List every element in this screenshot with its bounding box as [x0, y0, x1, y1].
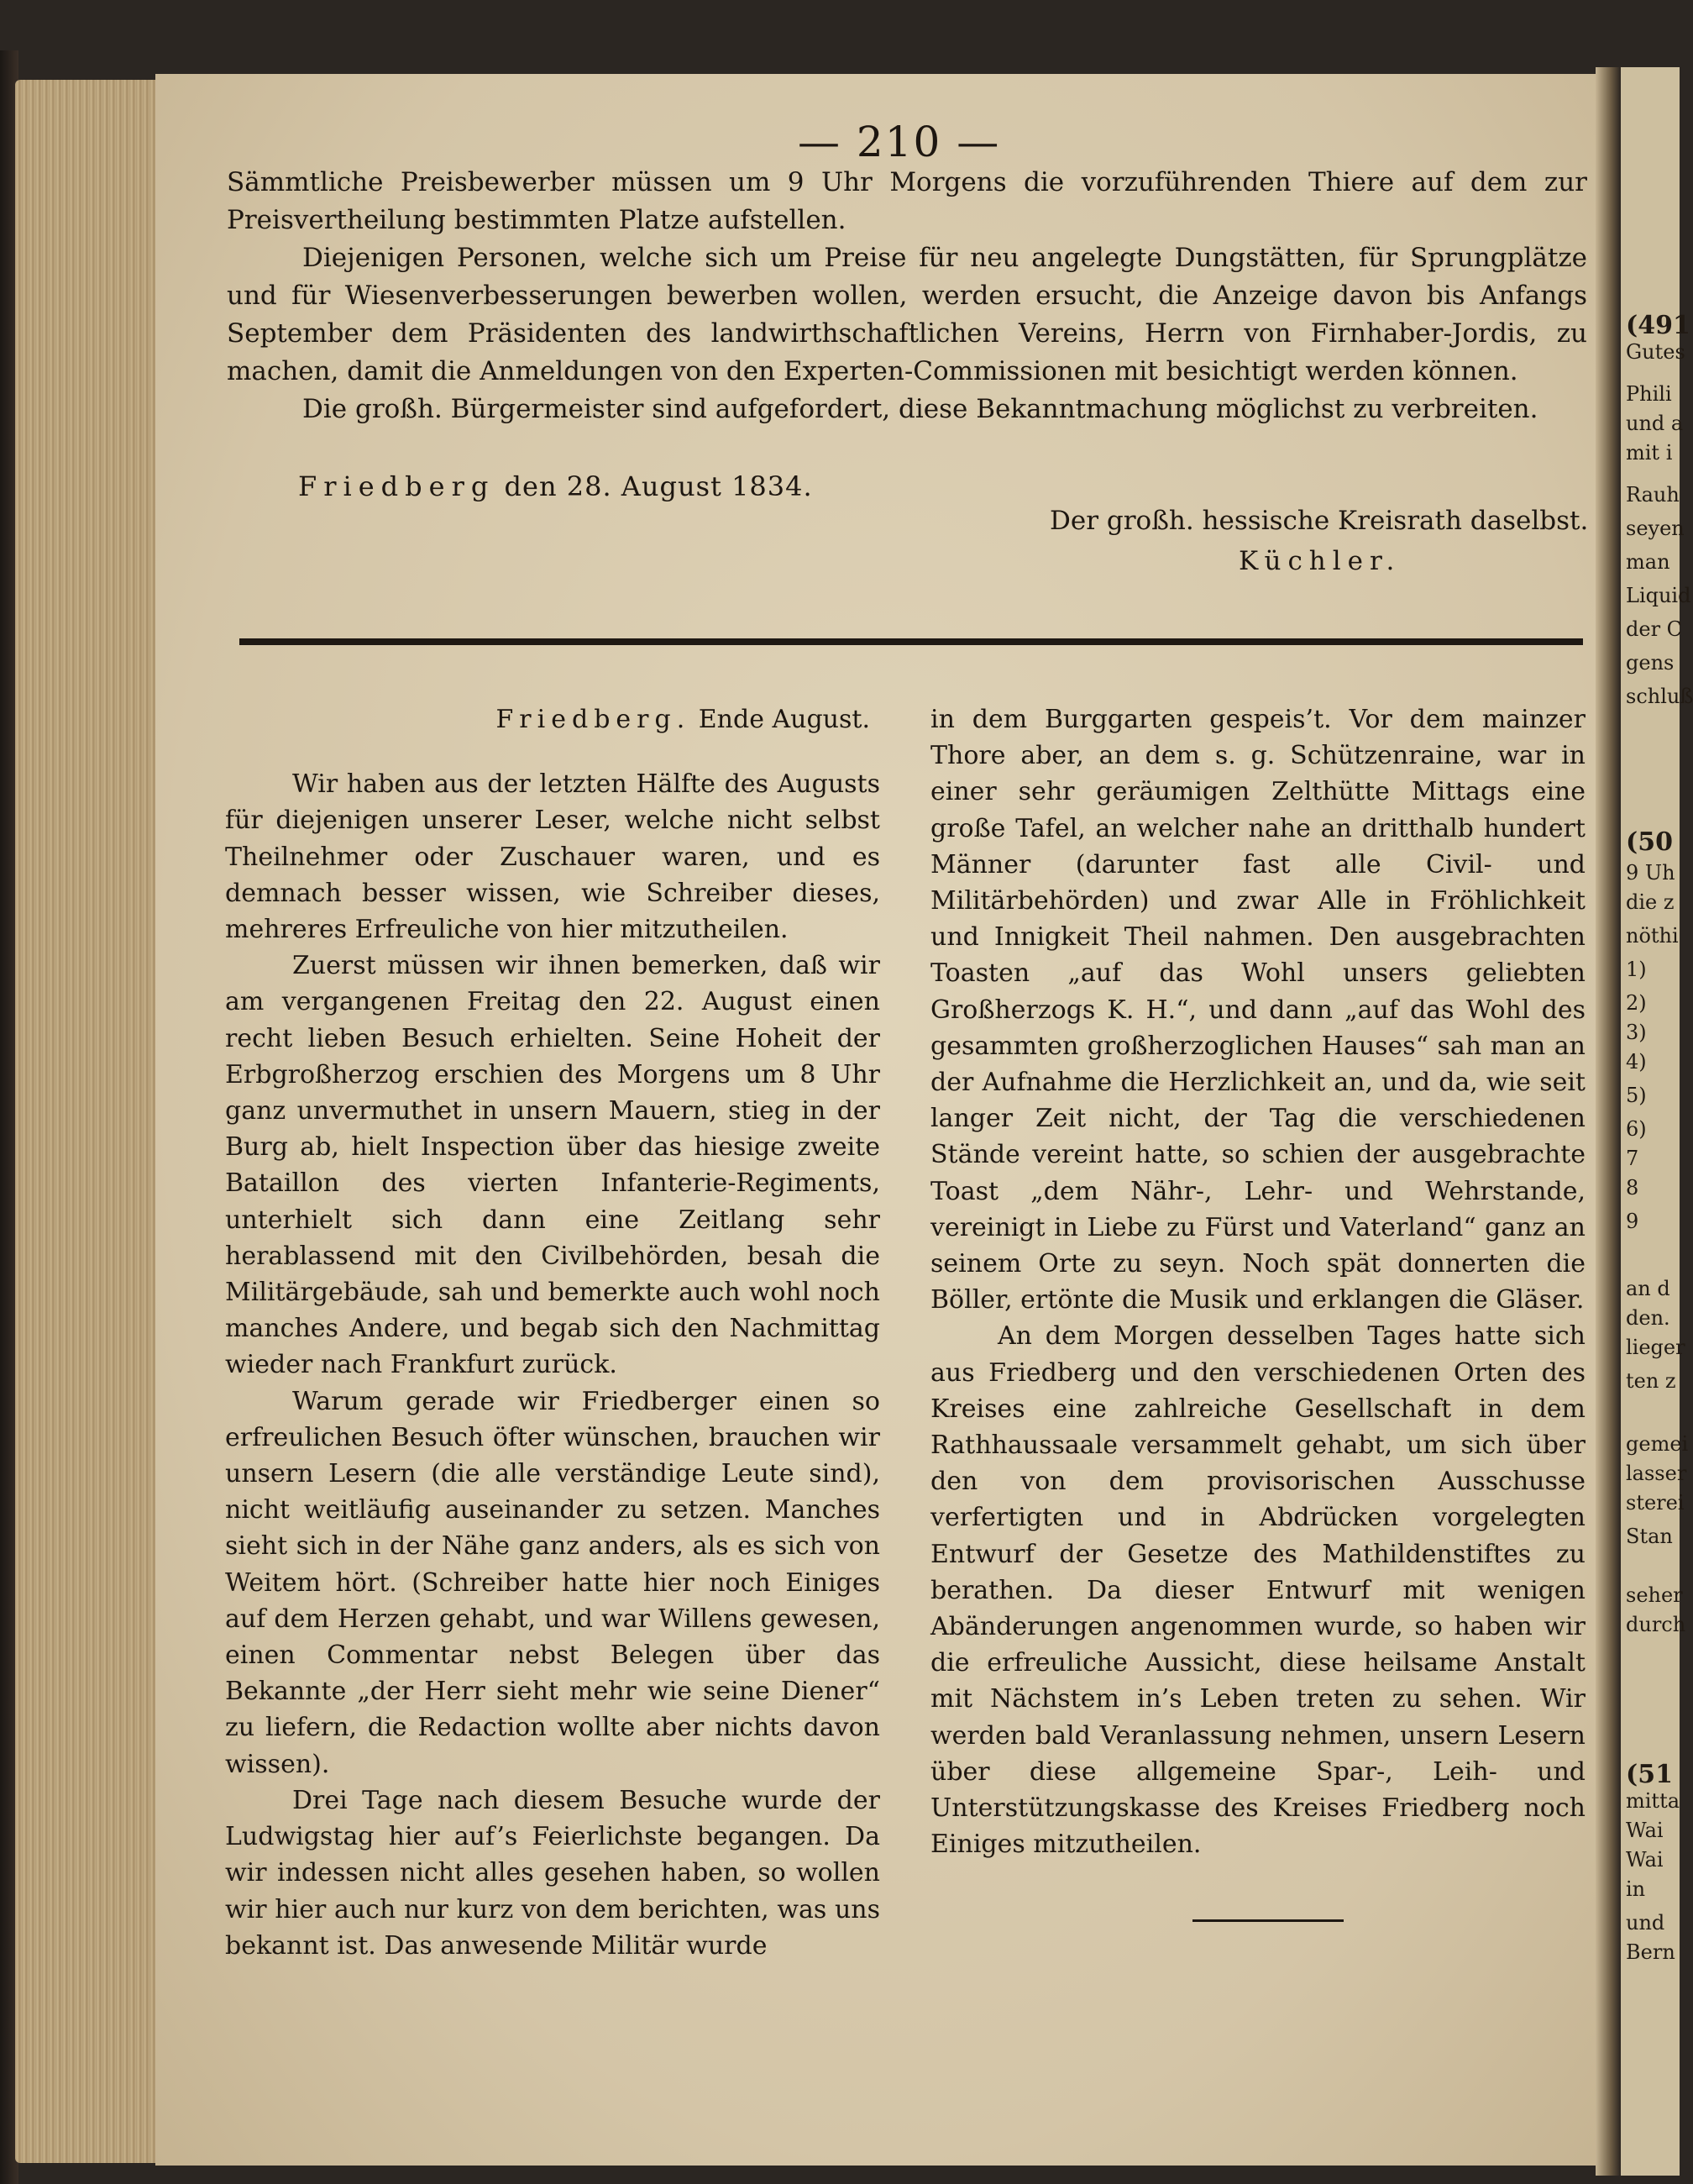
article-paragraph: Warum gerade wir Friedberger einen so erfreulichen Besuch öfter wünschen, brauchen wir unsern Lesern (die alle verständige Leute sind), nicht weitläufig auseinander zu setzen. Manches sieht sich in der Nähe ganz anders, als es sich von Weitem hört. (Schreiber hatte hier noch Einiges auf dem Herzen gehabt, und war Willens gewesen, einen Commentar nebst Belegen über das Bekannte „der Herr sieht mehr wie seine Diener“ zu liefern, die Redaction wollte aber nichts davon wissen). [225, 1386, 880, 1779]
page-gutter [1596, 67, 1621, 2176]
announcement-paragraph: Diejenigen Personen, welche sich um Preise für neu angelegte Dungstätten, für Sprungplätze und für Wiesenverbesserungen bewerben wollen, werden ersucht, die Anzeige davon bis Anfangs September dem Präsidenten des landwirthschaftlichen Vereins, Herrn von Firnhaber-Jordis, zu machen, damit die Anmeldungen von den Experten-Commissionen mit besichtigt werden können. [227, 243, 1587, 386]
facing-page-edge [1621, 67, 1693, 2176]
facing-page-fragment: 3) [1626, 1021, 1647, 1044]
announcement-paragraph: Die großh. Bürgermeister sind aufgefordert, diese Bekanntmachung möglichst zu verbreiten. [302, 394, 1538, 424]
facing-page-fragment: 6) [1626, 1117, 1647, 1141]
facing-page-fragment: 9 Uh [1626, 861, 1675, 885]
announcement-paragraph: Sämmtliche Preisbewerber müssen um 9 Uhr Morgens die vorzuführenden Thiere auf dem zur Preisvertheilung bestimmten Platze aufstellen. [227, 167, 1587, 235]
facing-page-fragment: den. [1626, 1306, 1670, 1330]
facing-page-fragment: der C [1626, 617, 1683, 641]
facing-page-fragment: gens [1626, 651, 1675, 675]
facing-page-fragment: 9 [1626, 1210, 1639, 1233]
facing-page-fragment: 7 [1626, 1147, 1639, 1170]
announcement-text [227, 164, 1587, 428]
article-end-rule [1192, 1919, 1344, 1922]
facing-page-fragment: mit i [1626, 441, 1673, 465]
facing-page-fragment: man [1626, 550, 1670, 574]
facing-page-fragment: Bern [1626, 1940, 1675, 1964]
facing-page-fragment: lieger [1626, 1336, 1685, 1359]
article-paragraph: in dem Burggarten gespeis’t. Vor dem mainzer Thore aber, an dem s. g. Schützenraine, war in einer sehr geräumigen Zelthütte Mittags eine große Tafel, an welcher nahe an dritthalb hundert Männer (darunter fast alle Civil- und Militärbehörden) und zwar Alle in Fröhlichkeit und Innigkeit Theil nahmen. Den ausgebrachten Toasten „auf das Wohl unsers geliebten Großherzogs K. H.“, und dann „auf das Wohl des gesammten großherzoglichen Hauses“ sah man an der Aufnahme die Herzlichkeit an, und da, wie seit langer Zeit nicht, der Tag die verschiedenen Stände vereint hatte, so schien der ausgebrachte Toast „dem Nähr-, Lehr- und Wehrstande, vereinigt in Liebe zu Fürst und Vaterland“ ganz an seinem Orte zu seyn. Noch spät donnerten die Böller, ertönte die Musik und erklangen die Gläser. [930, 705, 1586, 1315]
facing-page-fragment: Wai [1626, 1848, 1664, 1872]
article-paragraph: Wir haben aus der letzten Hälfte des Augusts für diejenigen unserer Leser, welche nicht selbst Theilnehmer oder Zuschauer waren, und es demnach besser wissen, wie Schreiber dieses, mehreres Erfreuliche von hier mitzutheilen. [225, 769, 880, 945]
facing-page-fragment: (51 [1626, 1760, 1673, 1789]
facing-page-fragment: seher [1626, 1583, 1683, 1607]
signatory-title: Der großh. hessische Kreisrath daselbst. [1050, 506, 1589, 536]
signatory-name: Küchler. [1239, 546, 1402, 576]
section-divider [239, 638, 1583, 645]
article-heading-place: Friedberg. [495, 705, 691, 734]
facing-page-fragment: 1) [1626, 958, 1647, 981]
facing-page-fragment: 4) [1626, 1050, 1647, 1074]
facing-page-fragment: und [1626, 1911, 1665, 1935]
article-heading-date: Ende August. [698, 705, 870, 734]
facing-page-fragment: sterei [1626, 1491, 1685, 1515]
facing-page-fragment: und a [1626, 412, 1684, 435]
dateline [298, 470, 813, 502]
facing-page-fragment: Wai [1626, 1819, 1664, 1842]
facing-page-fragment: Stan [1626, 1525, 1673, 1548]
facing-page-fragment: 2) [1626, 991, 1647, 1015]
facing-page-fragment: seyen [1626, 517, 1685, 540]
facing-page-fragment: in [1626, 1877, 1646, 1901]
facing-page-fragment: 5) [1626, 1084, 1647, 1107]
dateline-date: den 28. August 1834. [504, 470, 813, 502]
dateline-place: Friedberg [298, 470, 495, 502]
facing-page-fragment: durch [1626, 1613, 1686, 1636]
facing-page-fragment: nöthi [1626, 924, 1679, 948]
facing-page-fragment: (491 [1626, 311, 1690, 340]
facing-page-fragment: lasser [1626, 1462, 1687, 1485]
article-paragraph: Drei Tage nach diesem Besuche wurde der Ludwigstag hier auf’s Feierlichste begangen. Da wir indessen nicht alles gesehen haben, so wollen wir hier auch nur kurz von dem berichten, was uns bekannt ist. Das anwesende Militär wurde [225, 1785, 880, 1961]
article-left-column [225, 701, 880, 1964]
page-edges [15, 80, 158, 2163]
article-heading [225, 701, 880, 738]
facing-page-fragment: schluß [1626, 685, 1693, 708]
article-paragraph: An dem Morgen desselben Tages hatte sich aus Friedberg und den verschiedenen Orten des Kreises eine zahlreiche Gesellschaft in dem Rathhaussaale versammelt gehabt, um sich über den von dem provisorischen Ausschusse verfertigten und in Abdrücken vorgelegten Entwurf der Gesetze des Mathildenstiftes zu berathen. Da dieser Entwurf mit wenigen Abänderungen angenommen wurde, so haben wir die erfreuliche Aussicht, diese heilsame Anstalt mit Nächstem in’s Leben treten zu sehen. Wir werden bald Veranlassung nehmen, unsern Lesern über diese allgemeine Spar-, Leih- und Unterstützungskasse des Kreises Friedberg noch Einiges mitzutheilen. [930, 1321, 1586, 1860]
facing-page-fragment: Rauh [1626, 483, 1680, 507]
facing-page-fragment: Phili [1626, 382, 1672, 406]
facing-page-fragment: an d [1626, 1277, 1670, 1300]
article-paragraph: Zuerst müssen wir ihnen bemerken, daß wir am vergangenen Freitag den 22. August einen recht lieben Besuch erhielten. Seine Hoheit der Erbgroßherzog erschien des Morgens um 8 Uhr ganz unvermuthet in unsern Mauern, stieg in der Burg ab, hielt Inspection über das hiesige zweite Bataillon des vierten Infanterie-Regiments, unterhielt sich dann eine Zeitlang sehr herablassend mit den Civilbehörden, besah die Militärgebäude, sah und bemerkte auch wohl noch manches Andere, und begab sich den Nachmittag wieder nach Frankfurt zurück. [225, 951, 880, 1380]
facing-page-fragment: die z [1626, 890, 1675, 914]
facing-page-fragment: (50 [1626, 827, 1673, 857]
facing-page-fragment: gemei [1626, 1432, 1689, 1456]
facing-page-fragment: mitta [1626, 1789, 1680, 1813]
facing-page-fragment: Gutes [1626, 340, 1685, 364]
facing-page-fragment: 8 [1626, 1176, 1639, 1200]
page-number: — 210 — [798, 118, 1001, 166]
article-right-column [930, 701, 1586, 1863]
facing-page-fragment: ten z [1626, 1369, 1676, 1393]
facing-page-fragment: Liquid [1626, 584, 1691, 607]
